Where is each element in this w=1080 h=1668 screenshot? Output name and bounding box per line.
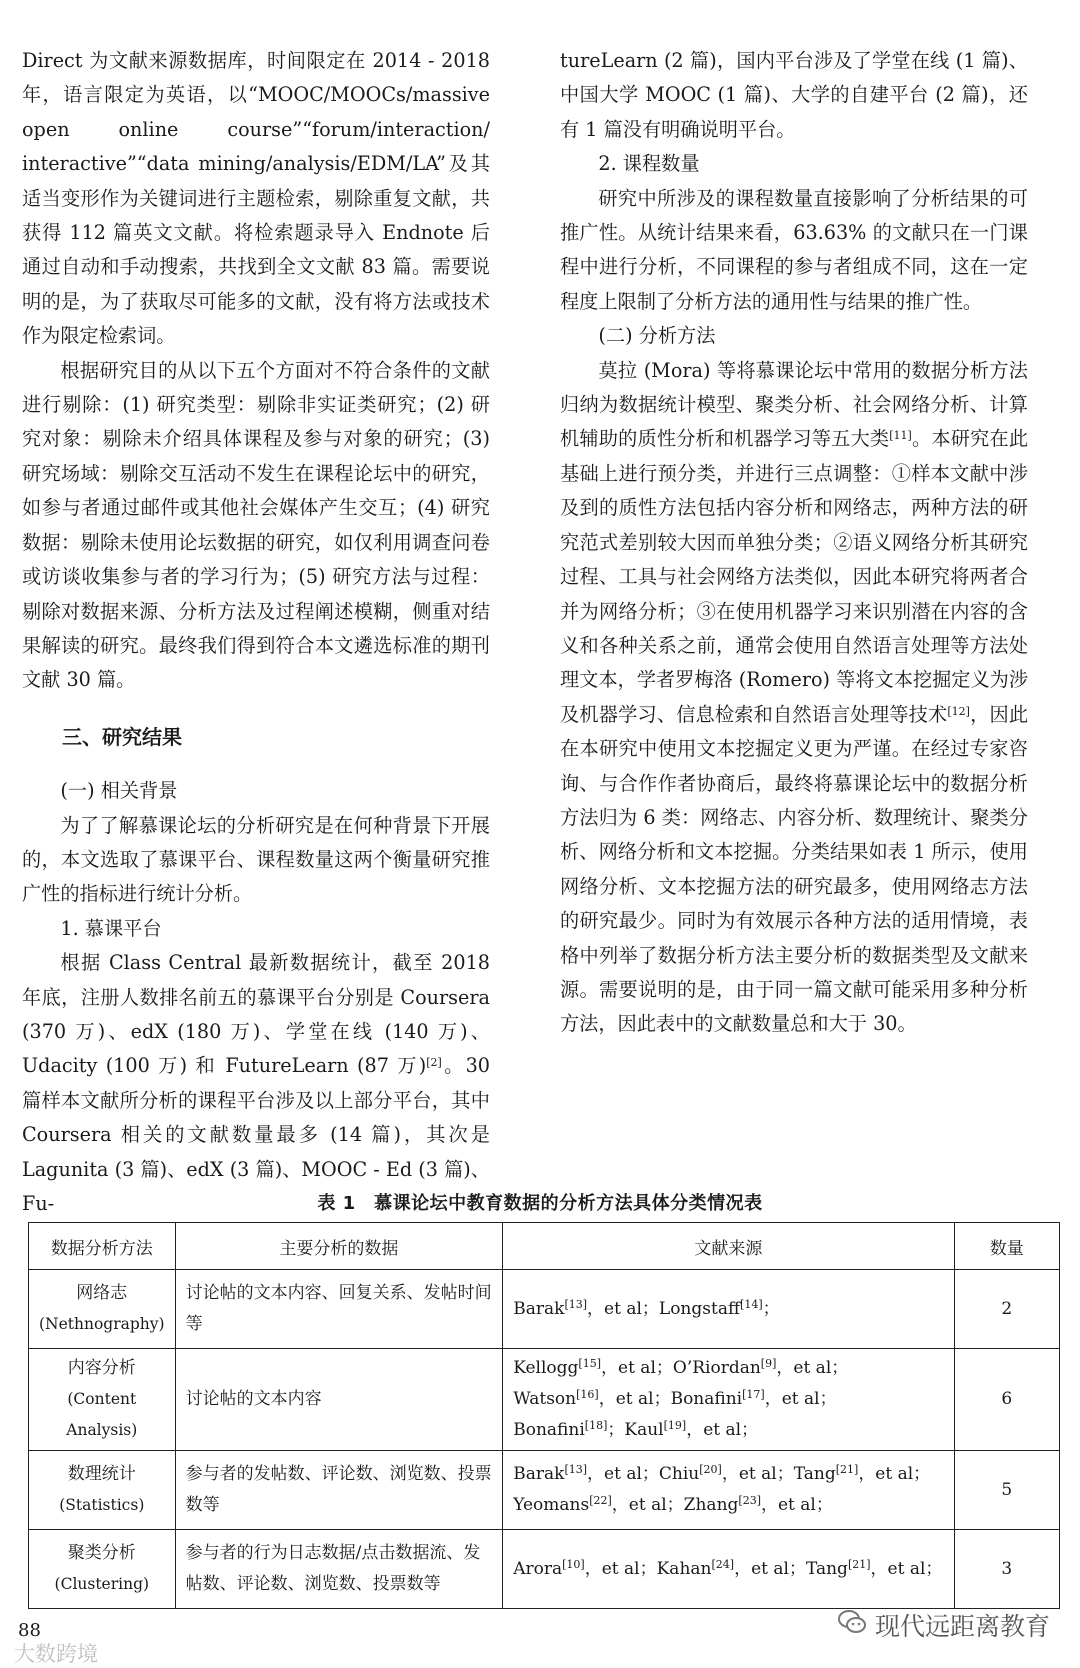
source-author: Bonafini <box>670 1389 743 1409</box>
header-sources: 文献来源 <box>503 1223 954 1270</box>
count-cell: 6 <box>954 1349 1059 1451</box>
watermark-text: 现代远距离教育 <box>874 1612 1050 1641</box>
section-heading: 三、研究结果 <box>62 724 182 749</box>
table-caption: 表 1 慕课论坛中教育数据的分析方法具体分类情况表 <box>317 1193 763 1214</box>
watermark-right <box>837 1607 1050 1643</box>
source-suffix: ； <box>607 1420 625 1440</box>
method-cell <box>29 1349 176 1451</box>
source-author: Kellogg <box>513 1358 579 1378</box>
method-name: 网络志 <box>76 1283 128 1303</box>
watermark-left: 大数跨境 <box>14 1642 98 1666</box>
method-english: (Nethnography) <box>39 1315 165 1333</box>
sources-cell <box>503 1349 954 1451</box>
citation: [12] <box>947 704 970 718</box>
count-cell: 5 <box>954 1451 1059 1530</box>
source-suffix: ，et al； <box>611 1495 684 1515</box>
table-row <box>29 1270 1060 1349</box>
source-author: Barak <box>513 1464 565 1484</box>
source-suffix: ，et al； <box>870 1558 943 1579</box>
source-author: Barak <box>513 1298 565 1319</box>
source-suffix: ，et al； <box>858 1464 931 1484</box>
left-column <box>22 44 490 1221</box>
paragraph: 研究中所涉及的课程数量直接影响了分析结果的可推广性。从统计结果来看，63.63% 的文献只在一门课程中进行分析，不同课程的参与者组成不同，这在一定程度上限制了分析方法的通用性与结果的推广性。 <box>560 186 1028 313</box>
text-run: 。本研究在此基础上进行预分类，并进行三点调整：①样本文献中涉及到的质性方法包括内容分析和网络志，两种方法的研究范式差别较大因而单独分类；②语义网络分析其研究过程、工具与社会网络方法类似，因此本研究将两者合并为网络分析；③在使用机器学习来识别潜在内容的含义和各种关系之前，通常会使用自然语言处理等方法处理文本，学者罗梅洛 (Romero) 等将文本挖掘定义为涉及机器学习、信息检索和自然语言处理等技术 <box>560 427 1029 726</box>
citation: [11] <box>889 429 912 443</box>
source-author: Chiu <box>658 1464 700 1484</box>
source-suffix: ，et al； <box>764 1389 837 1409</box>
source-suffix: ，et al； <box>686 1420 759 1440</box>
source-suffix: ，et al； <box>587 1298 659 1319</box>
wechat-icon <box>837 1609 867 1641</box>
table-header-row <box>29 1223 1060 1270</box>
source-suffix: ，et al； <box>721 1464 794 1484</box>
source-author: Zhang <box>683 1495 739 1515</box>
citation: [21] <box>847 1557 871 1571</box>
source-author: Yeomans <box>513 1495 590 1515</box>
source-author: O’Riordan <box>672 1358 761 1378</box>
text-run: ，因此在本研究中使用文本挖掘定义更为严谨。在经过专家咨询、与合作作者协商后，最终将慕课论坛中的数据分析方法归为 6 类：网络志、内容分析、数理统计、聚类分析、网络分析和文本挖掘。分类结果如表 1 所示，使用网络分析、文本挖掘方法的研究最多，使用网络志方法的研究最少。同时为有效展示各种方法的适用情境，表格中列举了数据分析方法主要分析的数据类型及文献来源。需要说明的是，由于同一篇文献可能采用多种分析方法，因此表中的文献数量总和大于 30。 <box>560 702 1029 1036</box>
sources-cell <box>503 1451 954 1530</box>
source-author: Longstaff <box>658 1298 741 1319</box>
source-suffix: ，et al； <box>598 1389 671 1409</box>
data-cell: 讨论帖的文本内容、回复关系、发帖时间等 <box>175 1270 503 1349</box>
citation: [22] <box>589 1494 612 1507</box>
subsection-heading: (二) 分析方法 <box>598 324 716 348</box>
header-count: 数量 <box>954 1223 1059 1270</box>
method-name: 内容分析 <box>67 1358 136 1378</box>
data-cell: 参与者的行为日志数据/点击数据流、发帖数、评论数、浏览数、投票数等 <box>175 1530 503 1609</box>
paragraph: tureLearn (2 篇)，国内平台涉及了学堂在线 (1 篇)、中国大学 MOOC (1 篇)、大学的自建平台 (2 篇)，还有 1 篇没有明确说明平台。 <box>560 49 1028 141</box>
sources-cell <box>503 1270 954 1349</box>
source-suffix: ，et al； <box>584 1558 657 1579</box>
method-name: 聚类分析 <box>67 1543 136 1563</box>
table-row <box>29 1349 1060 1451</box>
text-run: 。30 篇样本文献所分析的课程平台涉及以上部分平台，其中 Coursera 相关的文献数量最多 (14 篇)，其次是 Lagunita (3 篇)、edX (3 篇)、MOOC - Ed (3 篇)、Fu- <box>22 1054 491 1215</box>
count-cell: 3 <box>954 1530 1059 1609</box>
paragraph <box>22 946 490 1221</box>
citation: [9] <box>760 1357 777 1370</box>
subsection-heading: (一) 相关背景 <box>60 779 178 803</box>
source-suffix: ； <box>762 1298 780 1319</box>
item-heading: 2. 课程数量 <box>598 152 700 176</box>
method-english: (Clustering) <box>54 1575 150 1593</box>
citation: [18] <box>584 1419 608 1432</box>
citation: [13] <box>564 1297 588 1311</box>
source-suffix: ，et al； <box>734 1558 806 1579</box>
method-name: 数理统计 <box>67 1464 136 1484</box>
citation: [24] <box>711 1557 735 1571</box>
table-row <box>29 1530 1060 1609</box>
source-author: Bonafini <box>513 1420 585 1440</box>
citation: [19] <box>663 1419 687 1432</box>
method-english: (Statistics) <box>59 1496 145 1514</box>
source-author: Tang <box>805 1558 848 1579</box>
citation: [2] <box>426 1056 442 1070</box>
item-heading: 1. 慕课平台 <box>60 916 162 940</box>
source-suffix: ，et al； <box>601 1358 673 1378</box>
paragraph: 为了了解慕课论坛的分析研究是在何种背景下开展的，本文选取了慕课平台、课程数量这两个衡量研究推广性的指标进行统计分析。 <box>22 813 490 906</box>
right-column <box>560 44 1028 1042</box>
table-row <box>29 1451 1060 1530</box>
paragraph: 根据研究目的从以下五个方面对不符合条件的文献进行剔除：(1) 研究类型：剔除非实证类研究；(2) 研究对象：剔除未介绍具体课程及参与对象的研究；(3) 研究场域：剔除交互活动不发生在课程论坛中的研究，如参与者通过邮件或其他社会媒体产生交互；(4) 研究数据：剔除未使用论坛数据的研究，如仅利用调查问卷或访谈收集参与者的学习行为；(5) 研究方法与过程：剔除对数据来源、分析方法及过程阐述模糊，侧重对结果解读的研究。最终我们得到符合本文遴选标准的期刊文献 30 篇。 <box>22 358 490 692</box>
source-suffix: ，et al； <box>761 1495 833 1515</box>
method-cell <box>29 1270 176 1349</box>
data-cell: 参与者的发帖数、评论数、浏览数、投票数等 <box>175 1451 503 1530</box>
citation: [16] <box>576 1388 599 1401</box>
text-run: 莫拉 (Mora) 等将慕课论坛中常用的数据分析方法归纳为数据统计模型、聚类分析、社会网络分析、计算机辅助的质性分析和机器学习等五大类 <box>560 358 1028 451</box>
citation: [17] <box>742 1388 765 1401</box>
methods-table <box>28 1222 1060 1609</box>
source-suffix: ，et al； <box>587 1464 659 1484</box>
citation: [15] <box>578 1357 602 1370</box>
method-cell <box>29 1451 176 1530</box>
source-author: Tang <box>793 1464 836 1484</box>
text-run: 根据 Class Central 最新数据统计，截至 2018 年底，注册人数排名前五的慕课平台分别是 Coursera (370 万)、edX (180 万)、学堂在线 (140 万)、Udacity (100 万) 和 FutureLearn (87 万) <box>22 951 490 1078</box>
source-suffix: ，et al； <box>776 1358 849 1378</box>
citation: [21] <box>835 1463 859 1476</box>
sources-cell <box>503 1530 954 1609</box>
paragraph: Direct 为文献来源数据库，时间限定在 2014 - 2018 年，语言限定为英语，以“MOOC/MOOCs/massive open online course”“forum/interaction/ interactive”“data mining/analysis/EDM/LA”及其适当变形作为关键词进行主题检索，剔除重复文献，共获得 112 篇英文文献。将检索题录导入 Endnote 后通过自动和手动搜索，共找到全文文献 83 篇。需要说明的是，为了获取尽可能多的文献，没有将方法或技术作为限定检索词。 <box>22 49 490 348</box>
source-author: Kahan <box>656 1558 712 1579</box>
page-number: 88 <box>18 1620 41 1641</box>
paragraph <box>560 354 1028 1042</box>
source-author: Watson <box>513 1389 577 1409</box>
source-author: Kaul <box>624 1420 664 1440</box>
source-author: Arora <box>513 1558 563 1579</box>
citation: [20] <box>699 1463 722 1476</box>
header-data: 主要分析的数据 <box>175 1223 503 1270</box>
citation: [23] <box>738 1494 761 1507</box>
method-english: (Content Analysis) <box>66 1390 138 1439</box>
count-cell: 2 <box>954 1270 1059 1349</box>
citation: [10] <box>562 1557 585 1571</box>
citation: [14] <box>740 1297 763 1311</box>
citation: [13] <box>564 1463 588 1476</box>
method-cell <box>29 1530 176 1609</box>
data-cell: 讨论帖的文本内容 <box>175 1349 503 1451</box>
header-method: 数据分析方法 <box>29 1223 176 1270</box>
